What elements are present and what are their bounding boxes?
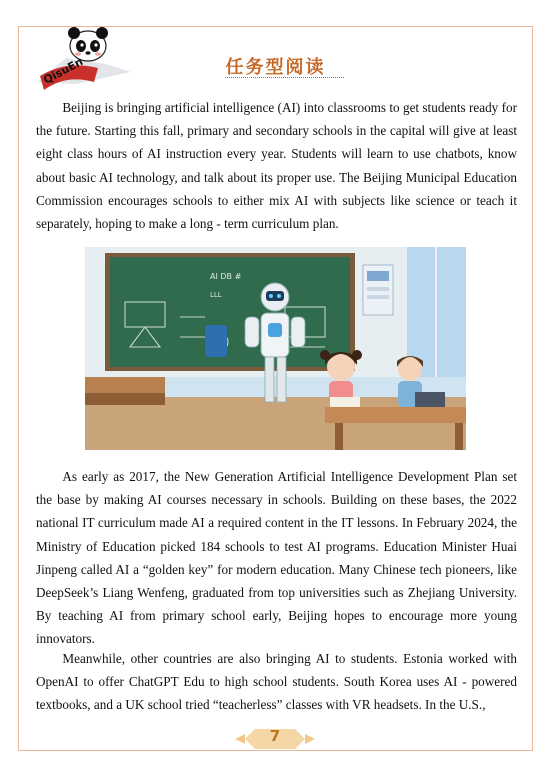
board-text: LLL <box>210 291 222 299</box>
paragraph-2: As early as 2017, the New Generation Artificial Intelligence Development Plan set the base by making AI courses necessary in schools. Building on these bases, the 2022 national IT curriculum made AI a required content in the IT lessons. In February 2024, the Ministry of Education picked 184 schools to test AI programs. Education Minister Huai Jinpeng called AI a “golden key” for modern education. Many Chinese tech pioneers, like DeepSeek’s Liang Wenfeng, graduated from top universities such as Zhejiang University. By teaching AI from primary school early, Beijing hopes to encourage more young innovators. <box>36 469 517 647</box>
classroom-illustration <box>85 247 466 450</box>
page-title: 任务型阅读 <box>225 57 326 78</box>
page-number: 7 <box>269 727 281 745</box>
page-number-badge <box>235 724 315 754</box>
paragraph-3: Meanwhile, other countries are also bringing AI to students. Estonia worked with OpenAI to offer ChatGPT Edu to high school students. South Korea uses AI - powered textbooks, and a UK school tried “teacherless” classes with VR headsets. In the U.S., <box>36 651 517 713</box>
board-title: AI DB # <box>210 272 242 281</box>
logo-text: QisuEn <box>41 55 86 87</box>
title-underline <box>225 77 344 78</box>
paragraph-1: Beijing is bringing artificial intelligence (AI) into classrooms to get students ready for the future. Starting this fall, primary and secondary schools in the capital will give at least eight class hours of AI instruction every year. Students will learn to use chatbots, know about basic AI technology, and talk about its proper use. The Beijing Municipal Education Commission encourages schools to either mix AI with subjects like science or teach it separately, hoping to make a long - term curriculum plan. <box>36 100 517 232</box>
